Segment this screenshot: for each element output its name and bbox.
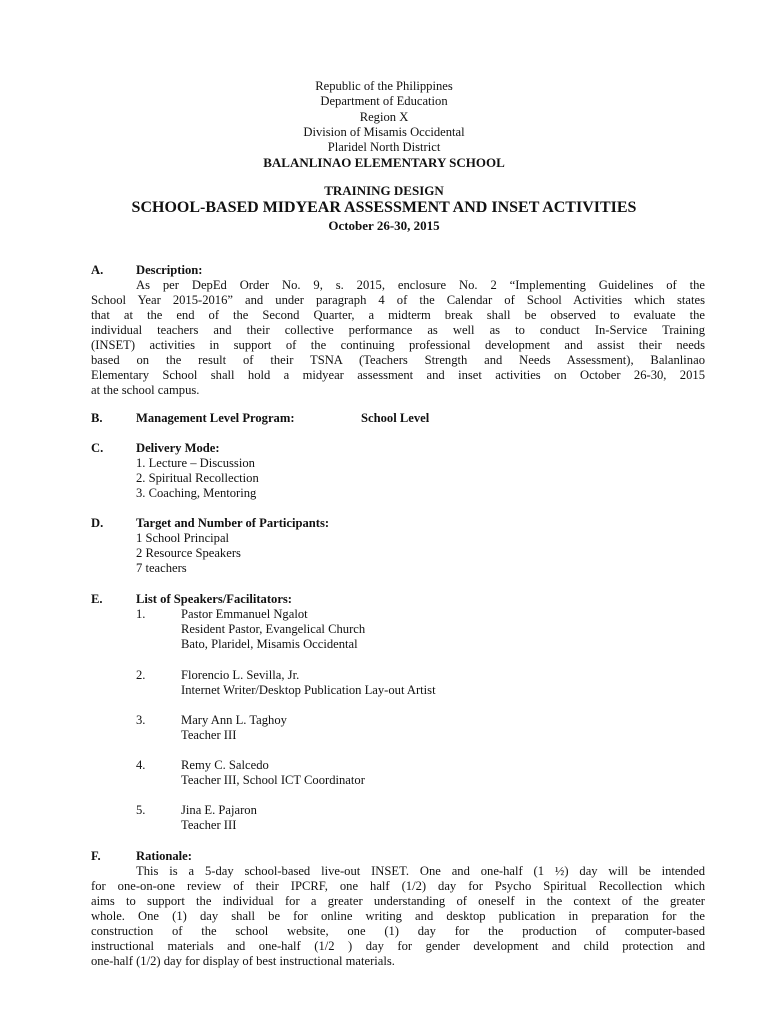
header-line-department: Department of Education (320, 94, 448, 109)
speaker-name: Jina E. Pajaron (181, 803, 257, 817)
paragraph-line: based on the result of their TSNA (Teachers Strength and Needs Assessment), Balanlinao (91, 353, 705, 367)
speaker-name: Remy C. Salcedo (181, 758, 269, 772)
paragraph-line: This is a 5-day school-based live-out INSET. One and one-half (1 ½) day will be intended (136, 864, 705, 878)
speaker-name: Mary Ann L. Taghoy (181, 713, 287, 727)
speaker-detail: Teacher III (181, 728, 237, 742)
speaker-detail: Teacher III (181, 818, 237, 832)
paragraph-line: (INSET) activities in support of the continuing professional development and assist their needs (91, 338, 705, 352)
section-description (91, 263, 705, 398)
section-letter: C. (91, 441, 104, 455)
section-heading: Target and Number of Participants: (136, 516, 330, 530)
rationale-paragraph (91, 864, 705, 969)
section-heading: Delivery Mode: (136, 441, 220, 455)
header-line-republic: Republic of the Philippines (315, 79, 453, 93)
header-line-district: Plaridel North District (327, 140, 441, 155)
speaker-detail: Internet Writer/Desktop Publication Lay-out Artist (181, 683, 436, 697)
section-management-level (91, 411, 705, 426)
delivery-mode-list (136, 456, 705, 501)
list-item: 1. Lecture – Discussion (136, 456, 255, 470)
list-item: 2. Spiritual Recollection (136, 471, 259, 485)
paragraph-line: As per DepEd Order No. 9, s. 2015, enclosure No. 2 “Implementing Guidelines of the (136, 278, 705, 292)
speaker-detail: Resident Pastor, Evangelical Church (181, 622, 366, 636)
section-letter: F. (91, 849, 101, 863)
document-header (0, 79, 768, 171)
section-heading: Rationale: (136, 849, 192, 863)
paragraph-line: at the school campus. (91, 383, 200, 397)
section-rationale (91, 849, 705, 974)
list-item: 7 teachers (136, 561, 187, 575)
speaker-detail: Bato, Plaridel, Misamis Occidental (181, 637, 358, 651)
paragraph-line: individual teachers and their collective performance as well as to conduct In-Service Training (91, 323, 705, 337)
header-line-division: Division of Misamis Occidental (303, 124, 465, 139)
paragraph-line: aims to support the individual for a greater understanding of oneself in the context of the greater (91, 894, 705, 908)
section-participants (91, 516, 705, 576)
section-heading: Management Level Program: (136, 411, 295, 425)
list-item: 2 Resource Speakers (136, 546, 241, 560)
list-item: 1 School Principal (136, 531, 230, 545)
document-kind: TRAINING DESIGN (324, 183, 444, 198)
description-paragraph (91, 278, 705, 398)
paragraph-line: construction of the school website, one (1) day for the production of computer-based (91, 924, 705, 938)
speaker-name: Florencio L. Sevilla, Jr. (181, 668, 300, 682)
section-heading: List of Speakers/Facilitators: (136, 592, 293, 606)
speaker-detail: Teacher III, School ICT Coordinator (181, 773, 365, 787)
section-heading: Description: (136, 263, 203, 277)
section-letter: B. (91, 411, 103, 425)
speaker-number: 4. (136, 758, 146, 772)
management-level-value: School Level (361, 411, 430, 425)
paragraph-line: instructional materials and one-half (1/2 ) day for gender development and child protection and (91, 939, 705, 953)
paragraph-line: School Year 2015-2016” and under paragraph 4 of the Calendar of School Activities which states (91, 293, 705, 307)
section-speakers (91, 592, 705, 837)
document-title: SCHOOL-BASED MIDYEAR ASSESSMENT AND INSET ACTIVITIES (131, 199, 637, 216)
header-line-region: Region X (359, 109, 409, 124)
document-date: October 26-30, 2015 (328, 218, 440, 233)
section-letter: A. (91, 263, 104, 277)
participants-list (136, 531, 705, 576)
speaker-number: 3. (136, 713, 146, 727)
paragraph-line: Elementary School shall hold a midyear assessment and inset activities on October 26-30, 2015 (91, 368, 705, 382)
speaker-name: Pastor Emmanuel Ngalot (181, 607, 308, 621)
paragraph-line: one-half (1/2) day for display of best instructional materials. (91, 954, 395, 968)
list-item: 3. Coaching, Mentoring (136, 486, 257, 500)
paragraph-line: that at the end of the Second Quarter, a midterm break shall be observed to evaluate the (91, 308, 705, 322)
paragraph-line: for one-on-one review of their IPCRF, one half (1/2) day for Psycho Spiritual Recollection which (91, 879, 705, 893)
section-letter: E. (91, 592, 103, 606)
section-letter: D. (91, 516, 104, 530)
speaker-number: 1. (136, 607, 146, 621)
paragraph-line: whole. One (1) day shall be for online writing and desktop publication in preparation for the (91, 909, 705, 923)
school-name: BALANLINAO ELEMENTARY SCHOOL (263, 155, 505, 171)
section-delivery-mode (91, 441, 705, 501)
speaker-number: 2. (136, 668, 146, 682)
speaker-number: 5. (136, 803, 146, 817)
